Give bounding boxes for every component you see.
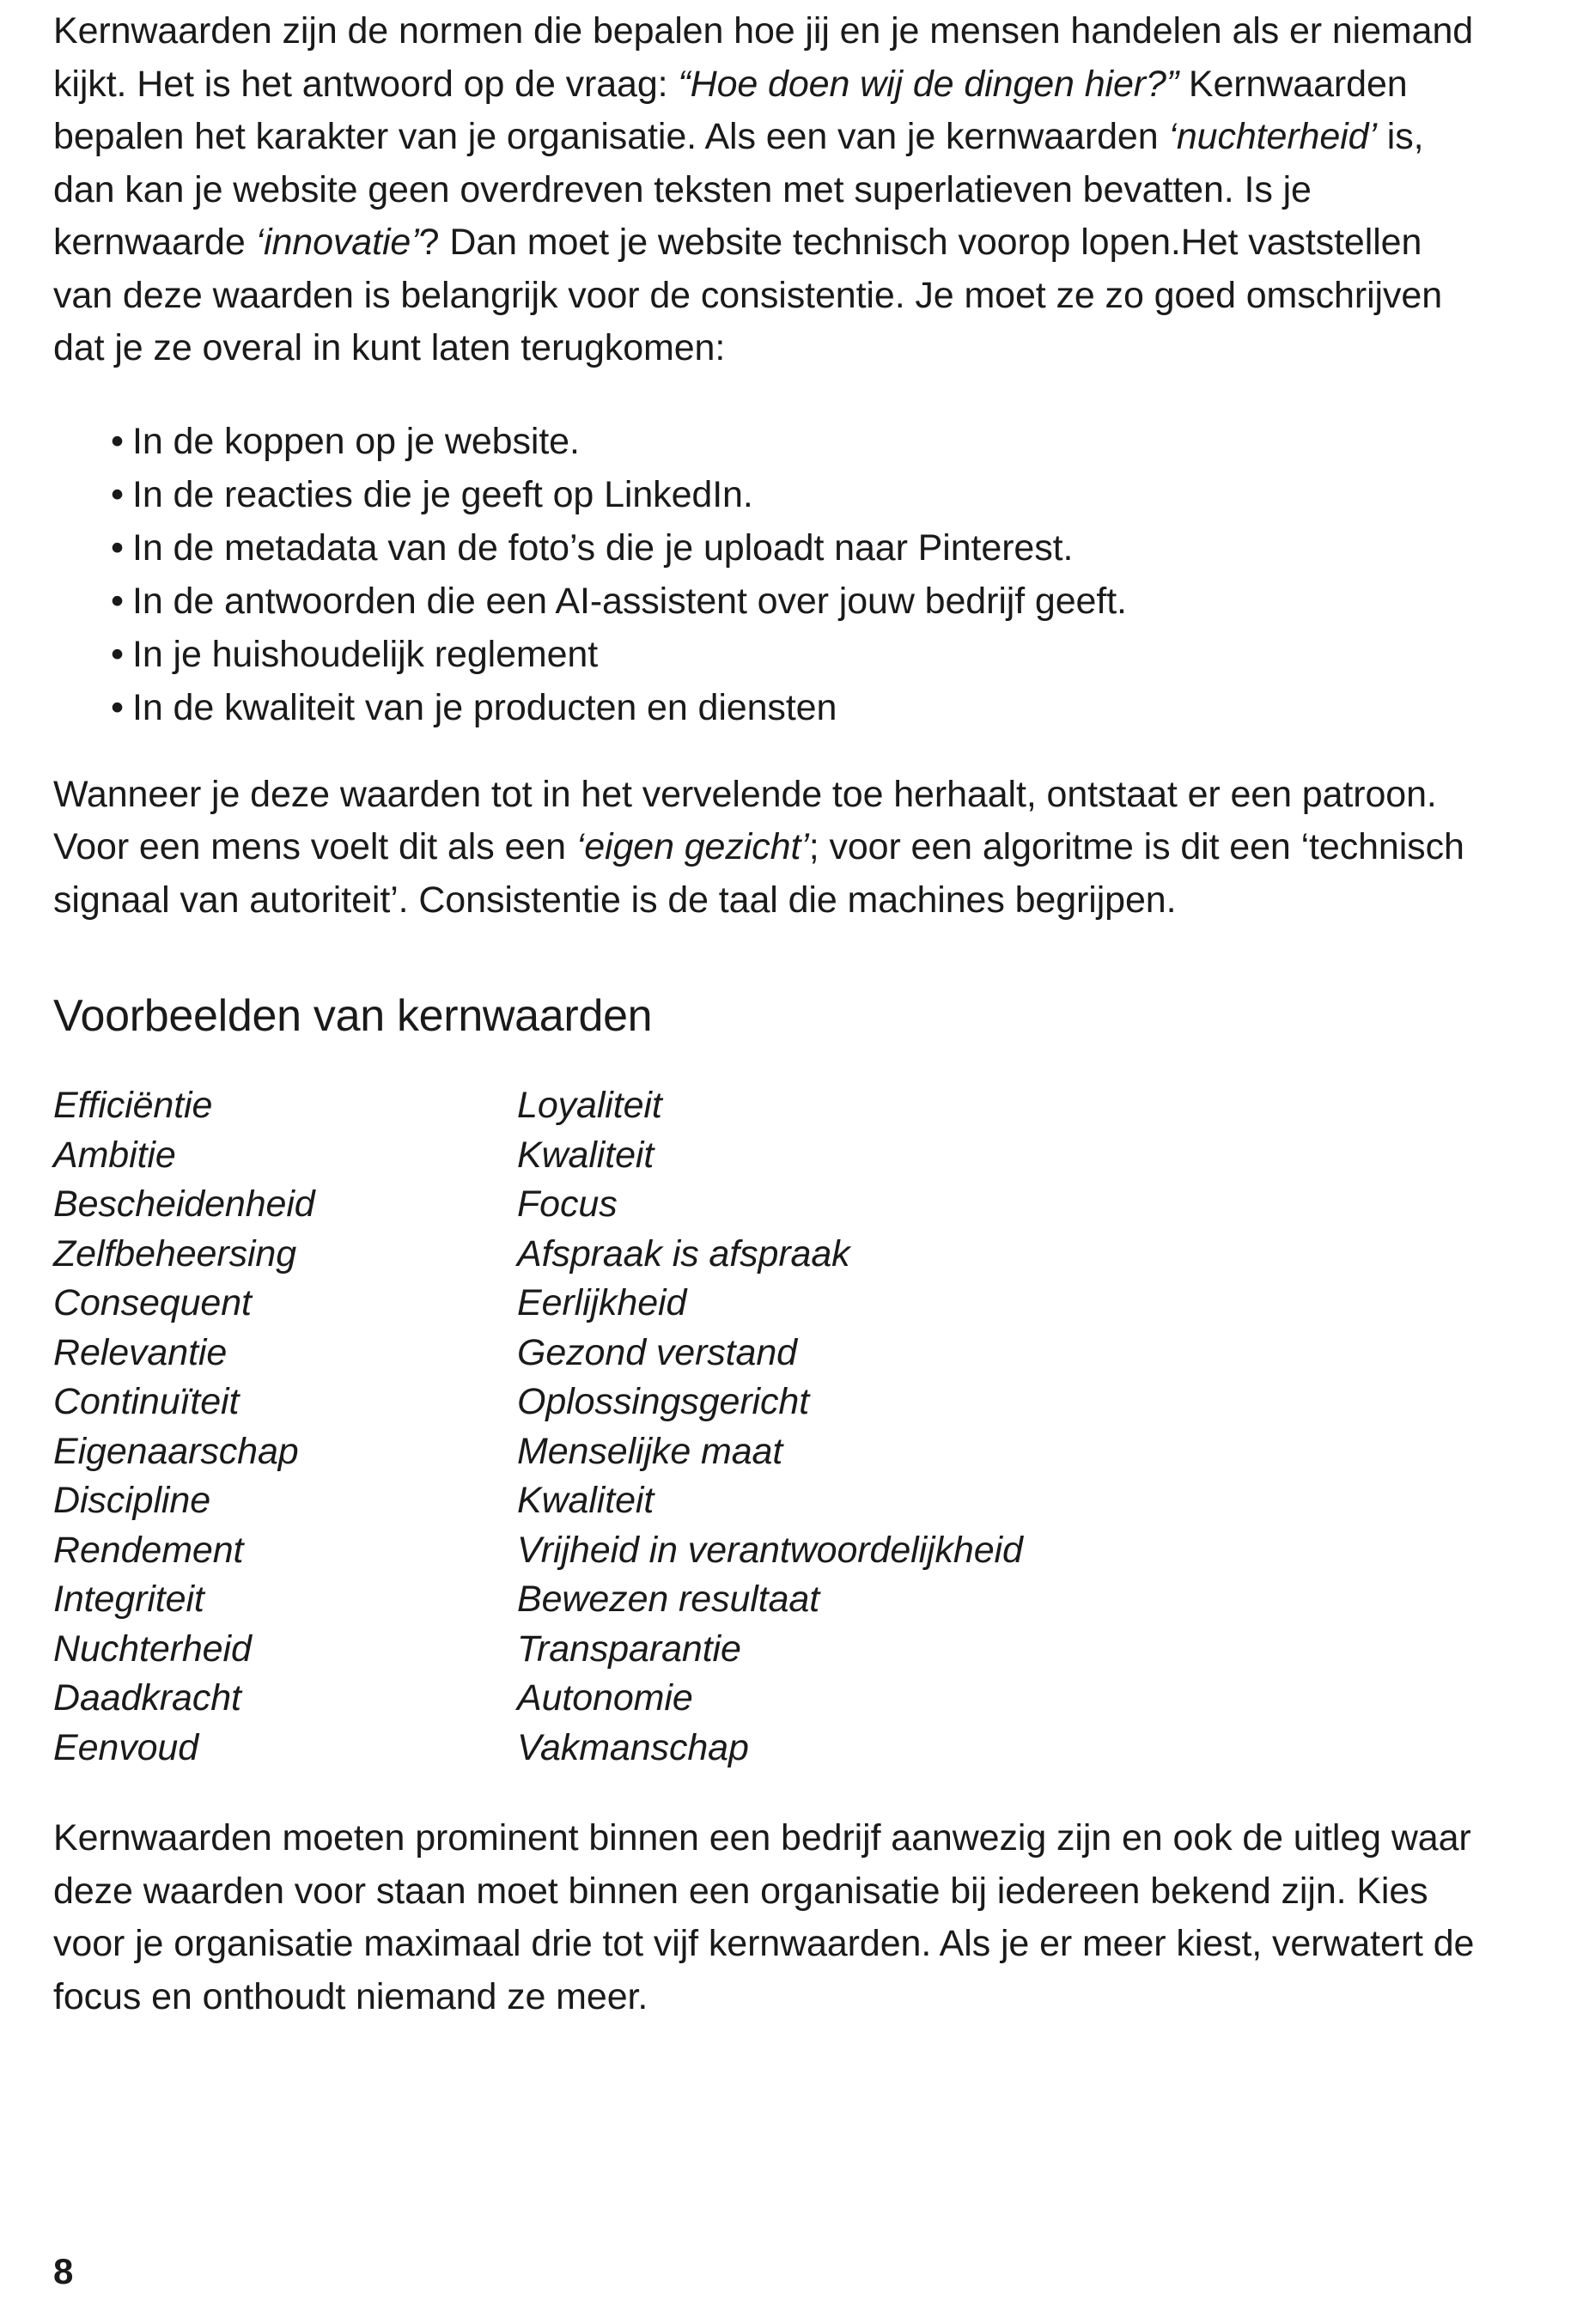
core-value-item: Bewezen resultaat: [517, 1579, 820, 1620]
core-value-item: Menselijke maat: [517, 1430, 783, 1472]
core-value-item: Loyaliteit: [517, 1085, 662, 1126]
spacer-after-values: [53, 1773, 1475, 1812]
section-heading-examples: Voorbeelden van kernwaarden: [53, 991, 653, 1041]
core-value-item: Relevantie: [53, 1331, 228, 1373]
core-value-item: Daadkracht: [53, 1677, 241, 1719]
core-value-item: Kwaliteit: [517, 1480, 654, 1521]
page-number: 8: [53, 2251, 74, 2291]
core-value-item: Eerlijkheid: [517, 1282, 687, 1323]
page-content: [53, 0, 1475, 2023]
list-item: [53, 575, 1475, 628]
spacer-before-heading: [53, 927, 1475, 990]
core-value-item: Vakmanschap: [517, 1726, 749, 1768]
list-item-label: In de reacties die je geeft op LinkedIn.: [132, 473, 753, 515]
core-value-item: Gezond verstand: [517, 1331, 797, 1373]
list-item-label: In de antwoorden die een AI-assistent over jouw bedrijf geeft.: [132, 580, 1127, 622]
list-item: [53, 628, 1475, 681]
pattern-paragraph: Wanneer je deze waarden tot in het vervelende toe herhaalt, ontstaat er een patroon. Voor een mens voelt dit als een ‘eigen gezicht’; voor een algoritme is dit een ‘technisch signaal van autoriteit’. Consistentie is de taal die machines begrijpen.: [53, 773, 1464, 921]
core-value-item: Ambitie: [53, 1134, 176, 1176]
bullet-icon: •: [111, 526, 125, 569]
spacer-after-heading: [53, 1042, 1475, 1081]
core-value-item: Eenvoud: [53, 1726, 199, 1768]
spacer-after-bullets: [53, 734, 1475, 769]
core-value-item: Rendement: [53, 1529, 244, 1571]
bullet-icon: •: [111, 686, 125, 728]
bullet-icon: •: [111, 633, 125, 675]
list-item: [53, 415, 1475, 468]
core-value-item: Zelfbeheersing: [53, 1232, 297, 1275]
list-item: [53, 681, 1475, 734]
bullet-icon: •: [111, 473, 125, 515]
spacer-after-intro: [53, 375, 1475, 415]
list-item-label: In de koppen op je website.: [132, 420, 580, 462]
core-value-item: Integriteit: [53, 1579, 204, 1620]
core-values-column-right: [517, 1081, 1376, 1773]
core-value-item: Kwaliteit: [517, 1134, 654, 1176]
intro-paragraph: Kernwaarden zijn de normen die bepalen hoe jij en je mensen handelen als er niemand kijkt. Het is het antwoord op de vraag: “Hoe doen wij de dingen hier?” Kernwaarden bepalen het karakter van je organisatie. Als een van je kernwaarden ‘nuchterheid’ is, dan kan je website geen overdreven teksten met superlatieven bevatten. Is je kernwaarde ‘innovatie’? Dan moet je website technisch voorop lopen.Het vaststellen van deze waarden is belangrijk voor de consistentie. Je moet ze zo goed omschrijven dat je ze overal in kunt laten terugkomen:: [53, 10, 1474, 368]
core-value-item: Discipline: [53, 1480, 211, 1521]
core-value-item: Focus: [517, 1183, 618, 1225]
core-values-two-column-list: [53, 1081, 1475, 1773]
channels-bullet-list: [53, 415, 1475, 734]
bullet-icon: •: [111, 420, 125, 462]
list-item: [53, 521, 1475, 575]
core-value-item: Vrijheid in verantwoordelijkheid: [517, 1529, 1023, 1571]
list-item-label: In de kwaliteit van je producten en diensten: [132, 686, 837, 728]
core-value-item: Transparantie: [517, 1627, 741, 1670]
core-value-item: Afspraak is afspraak: [517, 1232, 850, 1275]
list-item: [53, 468, 1475, 521]
closing-paragraph: Kernwaarden moeten prominent binnen een bedrijf aanwezig zijn en ook de uitleg waar deze waarden voor staan moet binnen een organisatie bij iedereen bekend zijn. Kies voor je organisatie maximaal drie tot vijf kernwaarden. Als je er meer kiest, verwatert de focus en onthoudt niemand ze meer.: [53, 1817, 1475, 2017]
core-value-item: Autonomie: [517, 1677, 693, 1719]
core-value-item: Oplossingsgericht: [517, 1381, 810, 1422]
core-values-column-left: [53, 1081, 517, 1773]
core-value-item: Eigenaarschap: [53, 1430, 299, 1472]
list-item-label: In je huishoudelijk reglement: [132, 633, 599, 675]
core-value-item: Efficiëntie: [53, 1085, 213, 1126]
core-value-item: Consequent: [53, 1282, 252, 1323]
core-value-item: Nuchterheid: [53, 1627, 252, 1670]
list-item-label: In de metadata van de foto’s die je uploadt naar Pinterest.: [132, 526, 1074, 569]
bullet-icon: •: [111, 580, 125, 622]
core-value-item: Continuïteit: [53, 1381, 240, 1422]
core-value-item: Bescheidenheid: [53, 1183, 315, 1225]
